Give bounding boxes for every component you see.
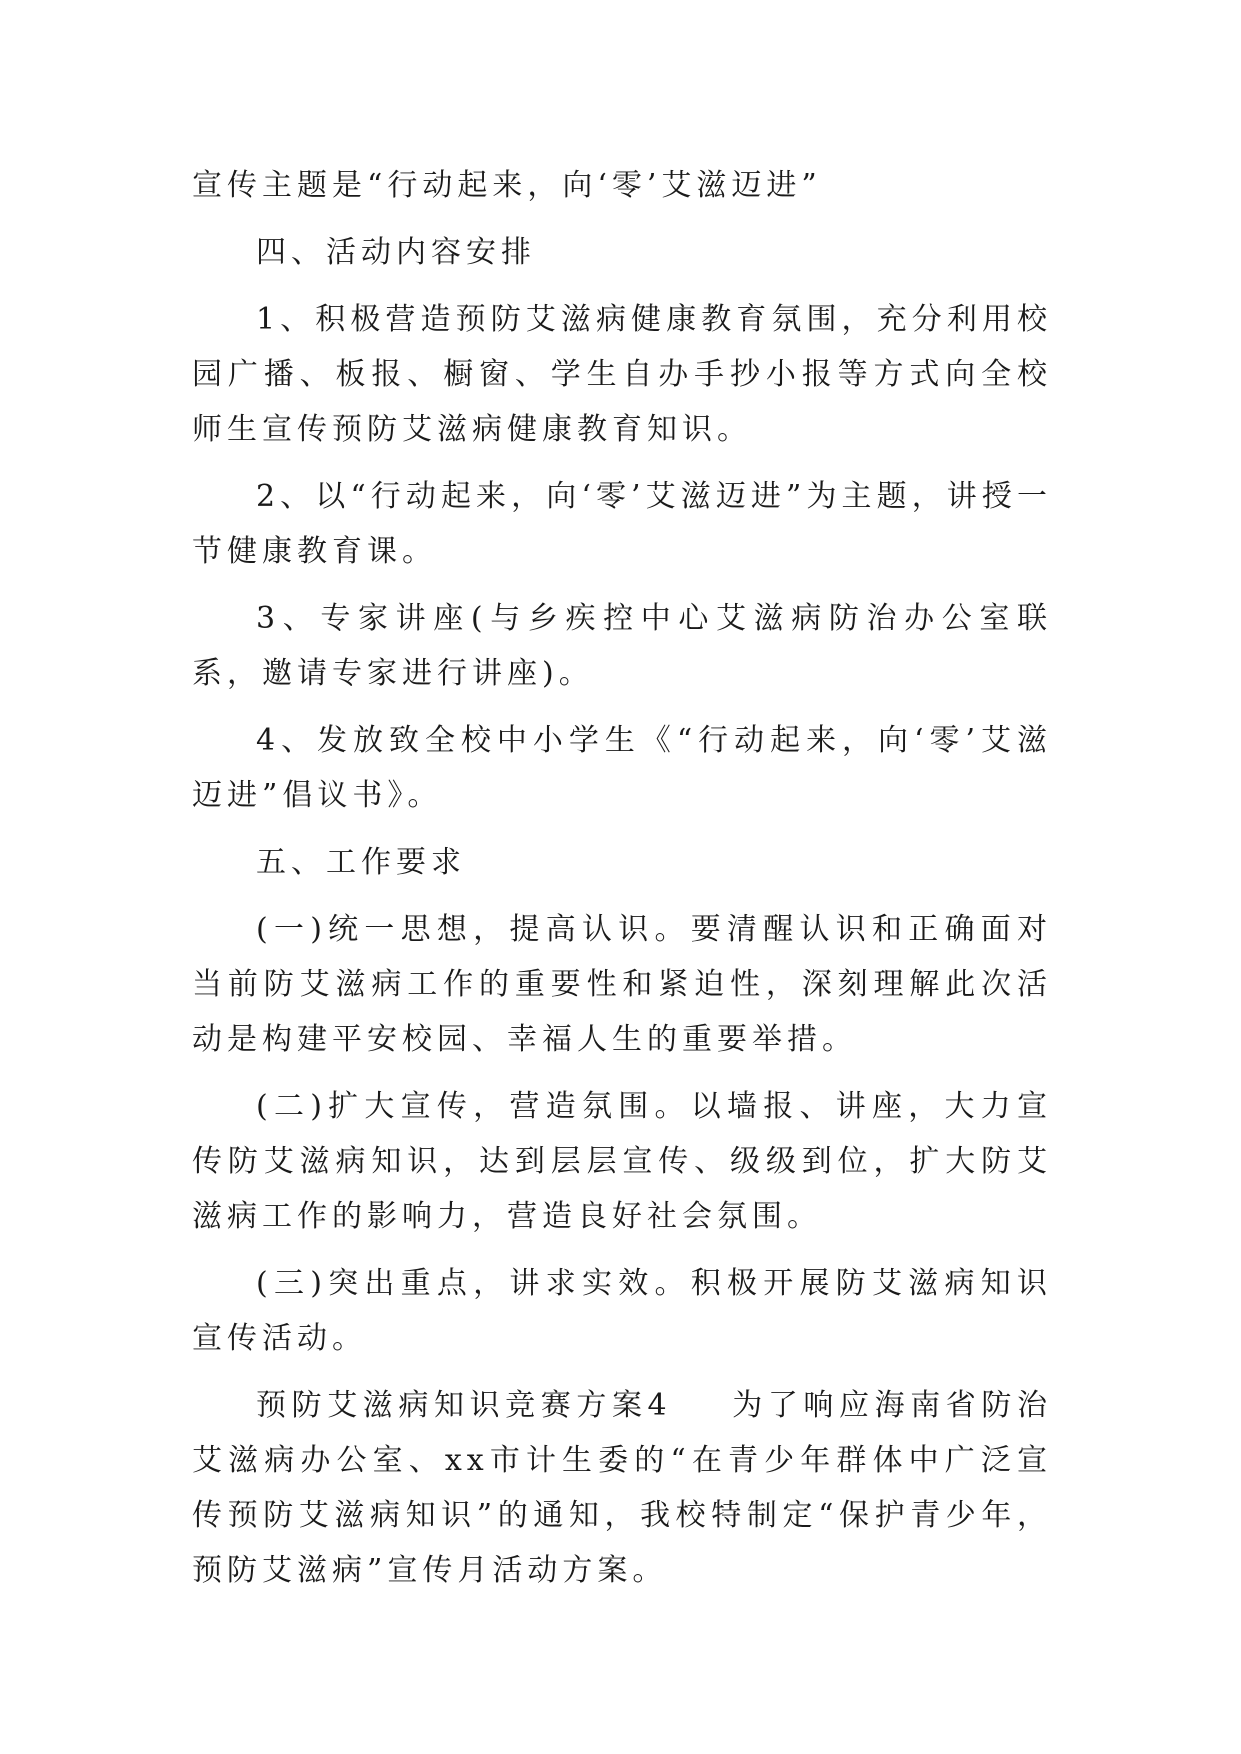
- paragraph-item-3: 3、专家讲座(与乡疾控中心艾滋病防治办公室联系，邀请专家进行讲座)。: [192, 601, 1052, 691]
- heading-work-requirements: 五、工作要求: [256, 845, 466, 880]
- paragraph-item-4: 4、发放致全校中小学生《“行动起来，向‘零’艾滋迈进”倡议书》。: [192, 723, 1052, 813]
- paragraph-requirement-2: (二)扩大宣传，营造氛围。以墙报、讲座，大力宣传防艾滋病知识，达到层层宣传、级级到位，扩大防艾滋病工作的影响力，营造良好社会氛围。: [192, 1089, 1052, 1234]
- paragraph-requirement-3: (三)突出重点，讲求实效。积极开展防艾滋病知识宣传活动。: [192, 1266, 1052, 1356]
- plan-4-heading: 预防艾滋病知识竞赛方案4: [256, 1388, 672, 1423]
- paragraph-theme: 宣传主题是“行动起来，向‘零’艾滋迈进”: [192, 168, 822, 203]
- paragraph-plan-4: [192, 1378, 1052, 1598]
- document-page: [192, 158, 1052, 1610]
- heading-activity-content: 四、活动内容安排: [256, 235, 536, 270]
- paragraph-requirement-1: (一)统一思想，提高认识。要清醒认识和正确面对当前防艾滋病工作的重要性和紧迫性，深刻理解此次活动是构建平安校园、幸福人生的重要举措。: [192, 912, 1052, 1057]
- plan-4-body: 为了响应海南省防治艾滋病办公室、xx市计生委的“在青少年群体中广泛宣传预防艾滋病知识”的通知，我校特制定“保护青少年，预防艾滋病”宣传月活动方案。: [192, 1388, 1052, 1588]
- paragraph-item-2: 2、以“行动起来，向‘零’艾滋迈进”为主题，讲授一节健康教育课。: [192, 479, 1052, 569]
- paragraph-item-1: 1、积极营造预防艾滋病健康教育氛围，充分利用校园广播、板报、橱窗、学生自办手抄小报等方式向全校师生宣传预防艾滋病健康教育知识。: [192, 302, 1052, 447]
